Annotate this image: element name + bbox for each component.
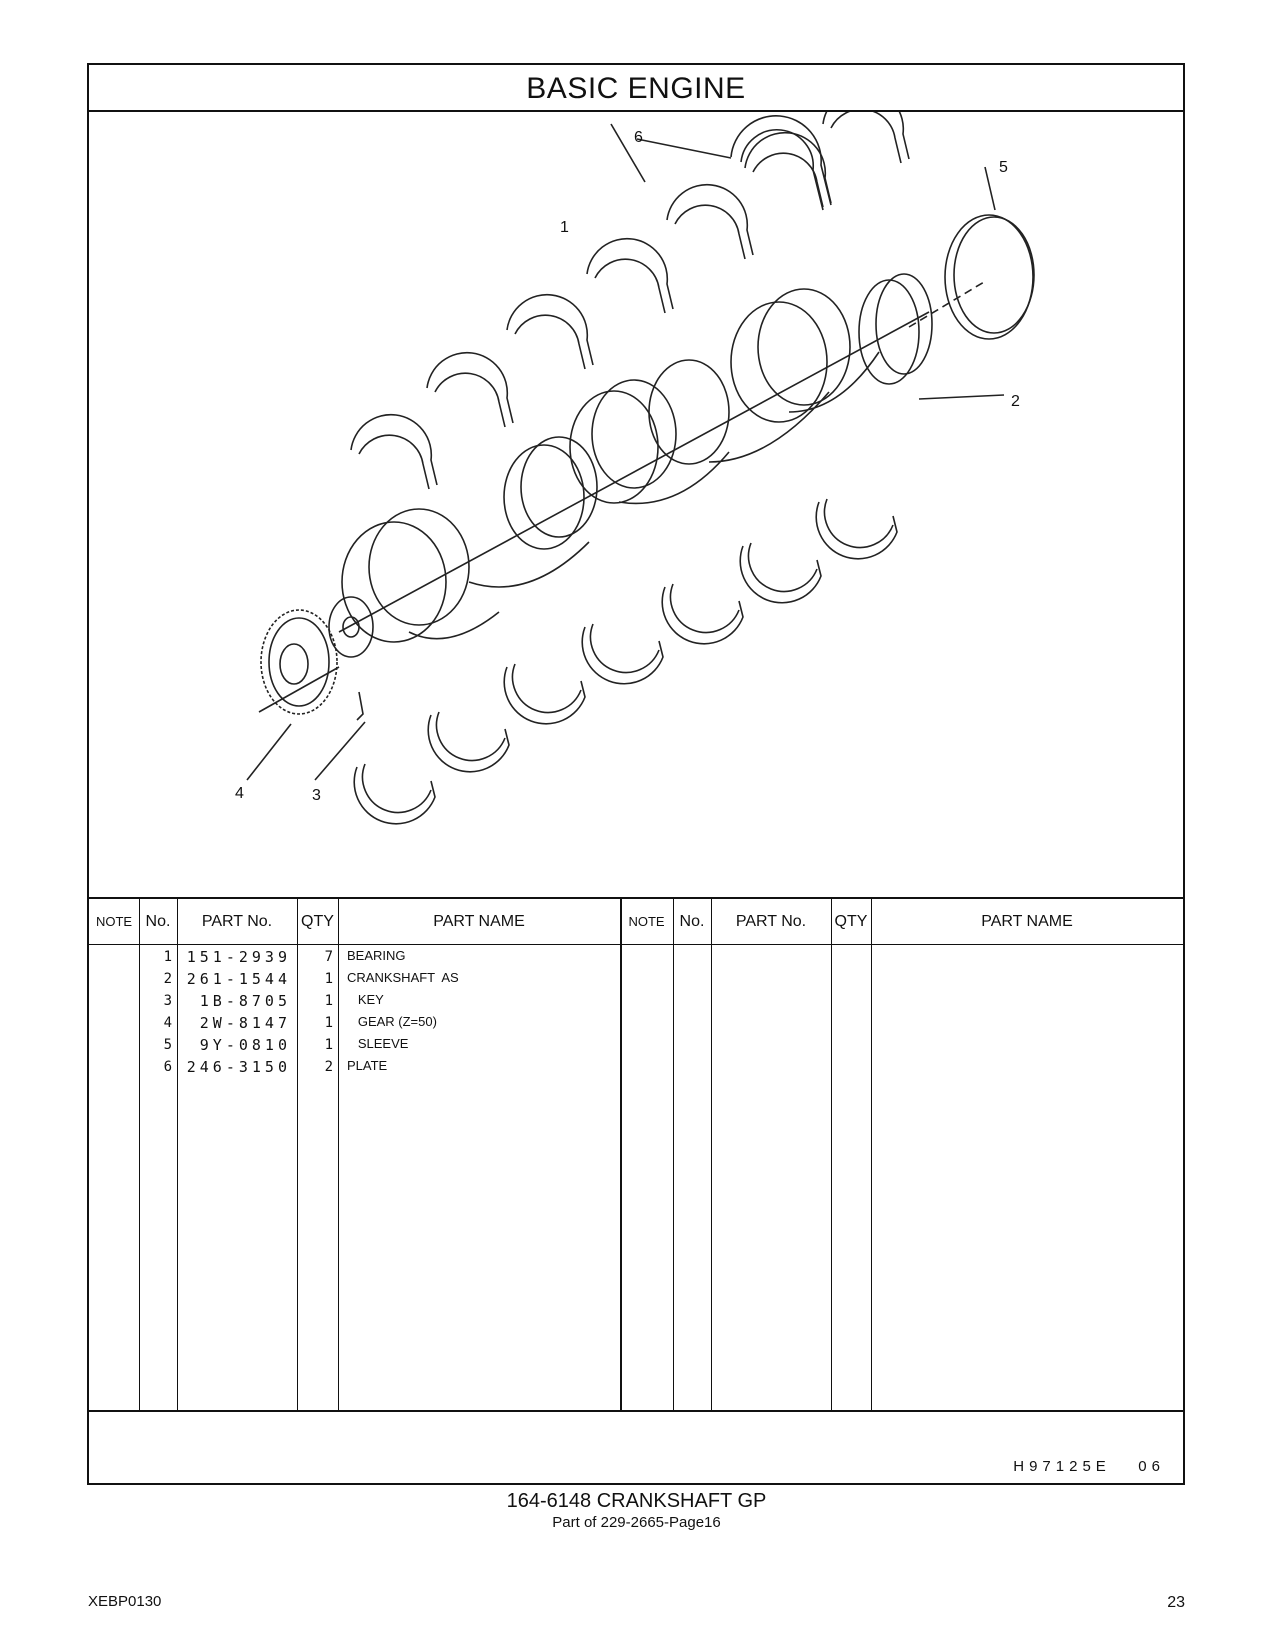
row-qty: 7: [324, 949, 333, 965]
callout-5: 5: [999, 159, 1008, 176]
gear: [259, 610, 339, 714]
row-part-name: PLATE: [347, 1058, 388, 1073]
header-divider: [89, 944, 1183, 945]
row-no: 6: [163, 1059, 172, 1075]
header-qty-right: QTY: [834, 913, 868, 930]
row-no: 3: [163, 993, 172, 1009]
row-part-name: SLEEVE: [347, 1036, 409, 1051]
callout-3: 3: [312, 787, 321, 804]
row-part-name: CRANKSHAFT AS: [347, 970, 459, 985]
col-divider: [831, 899, 832, 1410]
header-note: NOTE: [95, 914, 133, 929]
document-id: XEBP0130: [88, 1593, 162, 1610]
illustration-code: H97125E 06: [1013, 1458, 1165, 1475]
row-qty: 1: [324, 1037, 333, 1053]
header-note-right: NOTE: [628, 914, 665, 929]
callout-4: 4: [235, 785, 244, 802]
col-divider-center: [620, 899, 622, 1410]
parts-page-frame: [87, 63, 1185, 1485]
row-no: 1: [163, 949, 172, 965]
row-no: 4: [163, 1015, 172, 1031]
sleeve: [909, 215, 1034, 339]
header-part-name: PART NAME: [433, 913, 525, 930]
col-divider: [673, 899, 674, 1410]
header-part-name-right: PART NAME: [981, 913, 1073, 930]
parts-list-table: [89, 897, 1183, 1412]
crankshaft-illustration: [89, 112, 1183, 897]
page-title: BASIC ENGINE: [89, 65, 1183, 112]
row-part-name: KEY: [347, 992, 384, 1007]
callout-2: 2: [1011, 393, 1020, 410]
row-part-name: BEARING: [347, 948, 406, 963]
header-no-right: No.: [679, 913, 705, 930]
col-divider: [338, 899, 339, 1410]
part-of-caption: Part of 229-2665-Page16: [552, 1514, 721, 1531]
header-qty: QTY: [301, 913, 334, 930]
col-divider: [871, 899, 872, 1410]
lower-bearing-shells: [354, 499, 897, 824]
row-part-no: 2W-8147: [199, 1014, 291, 1032]
key: [357, 692, 363, 720]
callout-6: 6: [634, 129, 643, 146]
group-caption: 164-6148 CRANKSHAFT GP: [506, 1490, 767, 1512]
row-no: 5: [163, 1037, 172, 1053]
row-part-no: 261-1544: [186, 970, 291, 988]
page-number: 23: [1167, 1594, 1185, 1611]
header-part-no-right: PART No.: [735, 913, 807, 930]
row-no: 2: [163, 971, 172, 987]
col-divider: [711, 899, 712, 1410]
row-part-no: 151-2939: [186, 948, 291, 966]
header-part-no: PART No.: [201, 913, 273, 930]
row-qty: 1: [324, 971, 333, 987]
exploded-view-diagram: [89, 112, 1183, 897]
row-qty: 2: [324, 1059, 333, 1075]
callout-1: 1: [560, 219, 569, 236]
crankshaft-body: [329, 274, 932, 657]
row-qty: 1: [324, 1015, 333, 1031]
row-part-no: 1B-8705: [199, 992, 291, 1010]
row-part-no: 9Y-0810: [199, 1036, 291, 1054]
header-no: No.: [145, 913, 171, 930]
upper-bearing-shells: [351, 112, 909, 489]
row-qty: 1: [324, 993, 333, 1009]
row-part-name: GEAR (Z=50): [347, 1014, 437, 1029]
row-part-no: 246-3150: [186, 1058, 291, 1076]
